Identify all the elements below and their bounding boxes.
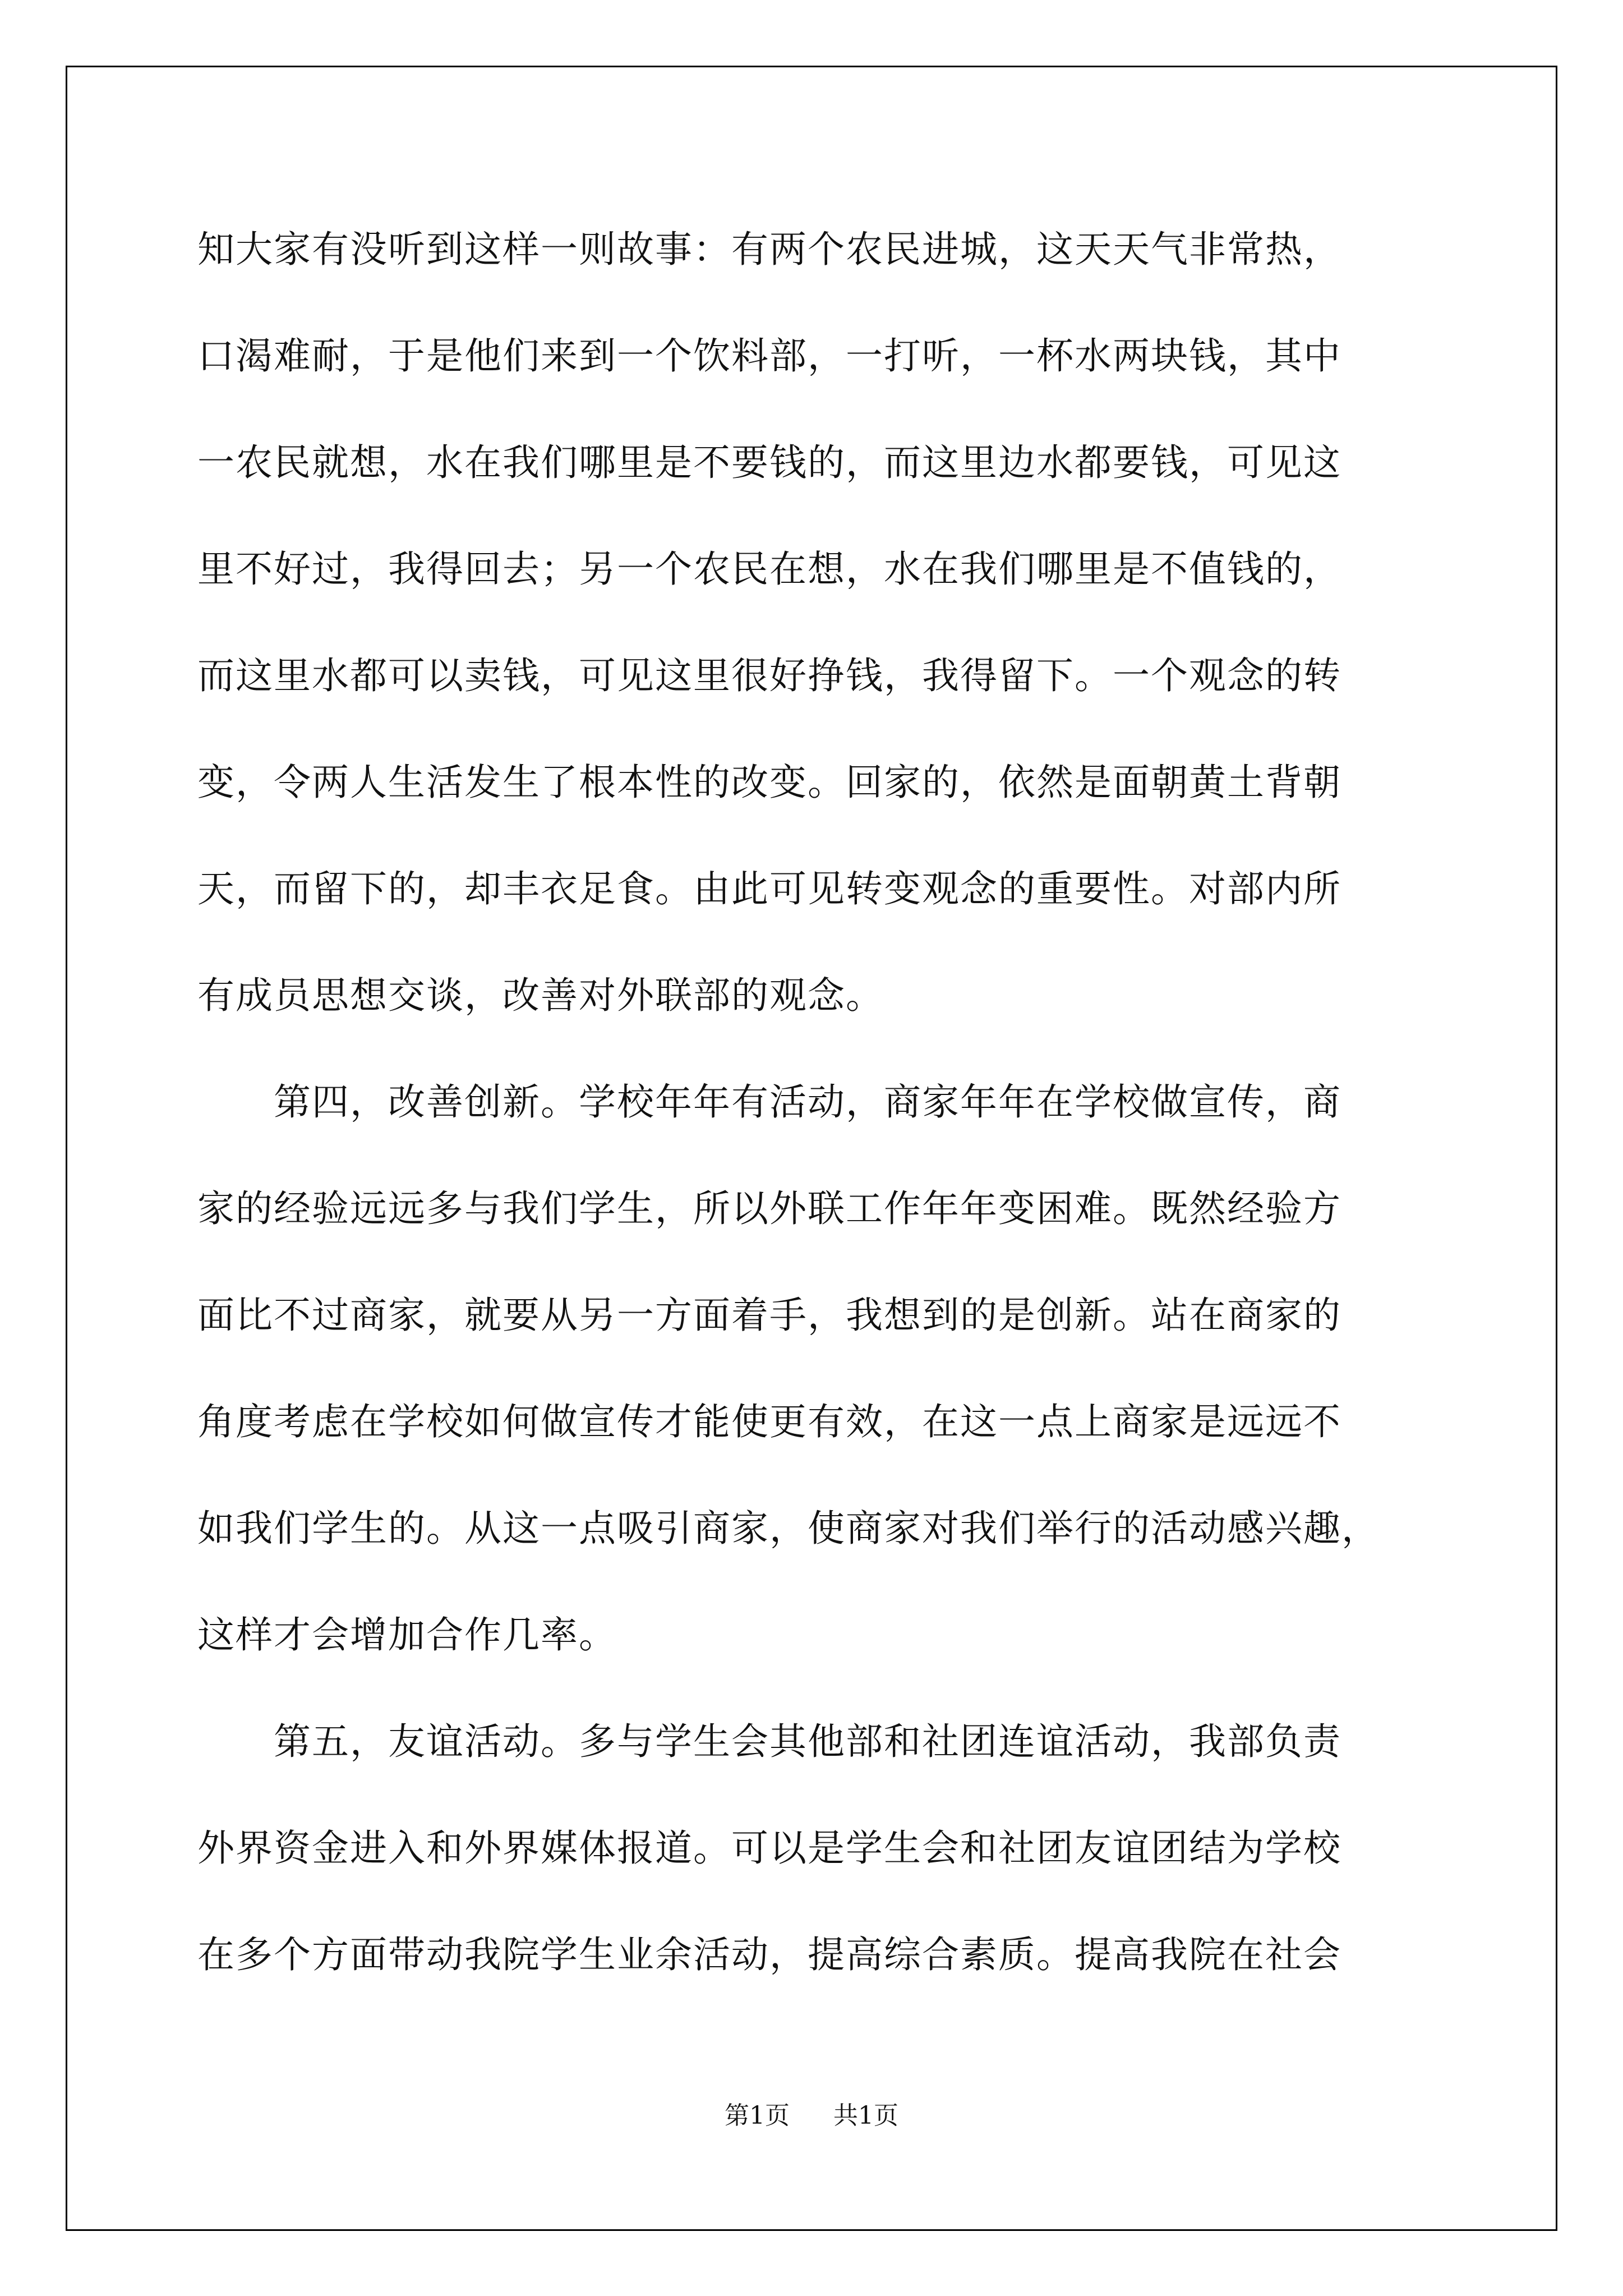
text-line: 而这里水都可以卖钱，可见这里很好挣钱，我得留下。一个观念的转 <box>197 654 1341 697</box>
text-line: 面比不过商家，就要从另一方面着手，我想到的是创新。站在商家的 <box>197 1294 1341 1337</box>
page-footer <box>0 2095 1623 2131</box>
document-body <box>197 196 1465 2008</box>
text-line: 知大家有没听到这样一则故事：有两个农民进城，这天天气非常热， <box>197 228 1341 271</box>
text-line: 变，令两人生活发生了根本性的改变。回家的，依然是面朝黄土背朝 <box>197 761 1341 804</box>
text-line: 里不好过，我得回去；另一个农民在想，水在我们哪里是不值钱的， <box>197 547 1341 591</box>
text-line: 如我们学生的。从这一点吸引商家，使商家对我们举行的活动感兴趣， <box>197 1507 1380 1550</box>
text-line: 口渴难耐，于是他们来到一个饮料部，一打听，一杯水两块钱，其中 <box>197 334 1341 378</box>
page-number: 第1页 <box>725 2101 790 2130</box>
text-line: 外界资金进入和外界媒体报道。可以是学生会和社团友谊团结为学校 <box>197 1826 1341 1870</box>
text-line: 第五，友谊活动。多与学生会其他部和社团连谊活动，我部负责 <box>197 1720 1341 1763</box>
text-line: 家的经验远远多与我们学生，所以外联工作年年变困难。既然经验方 <box>197 1187 1341 1230</box>
text-line: 一农民就想，水在我们哪里是不要钱的，而这里边水都要钱，可见这 <box>197 441 1341 484</box>
text-line: 天，而留下的，却丰衣足食。由此可见转变观念的重要性。对部内所 <box>197 867 1341 910</box>
text-line: 在多个方面带动我院学生业余活动，提高综合素质。提高我院在社会 <box>197 1933 1341 1976</box>
text-line: 这样才会增加合作几率。 <box>197 1613 617 1657</box>
page-total: 共1页 <box>833 2101 898 2130</box>
text-line: 角度考虑在学校如何做宣传才能使更有效，在这一点上商家是远远不 <box>197 1400 1341 1443</box>
text-line: 第四，改善创新。学校年年有活动，商家年年在学校做宣传，商 <box>197 1080 1341 1124</box>
text-line: 有成员思想交谈，改善对外联部的观念。 <box>197 974 884 1017</box>
